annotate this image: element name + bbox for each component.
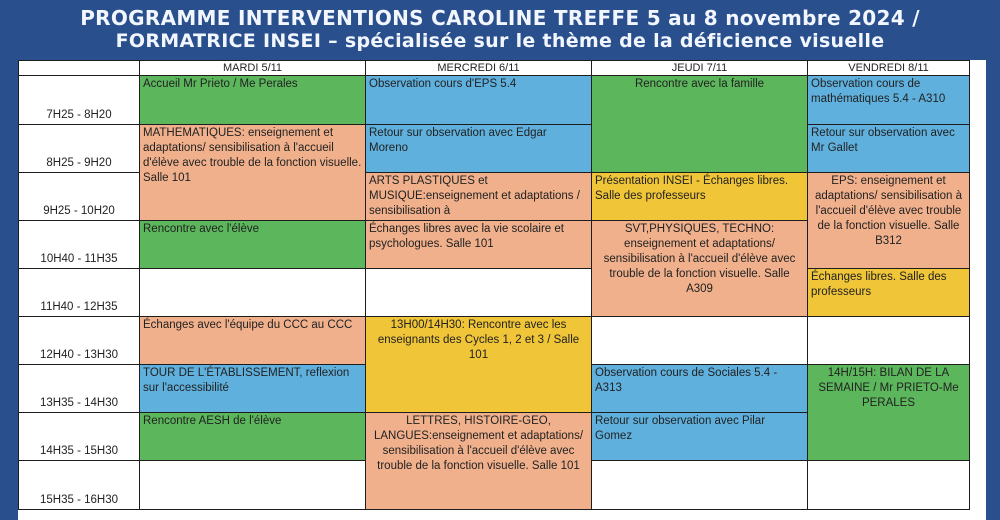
- vendredi-empty-slot: [807, 460, 970, 510]
- day-header-mercredi: MERCREDI 6/11: [365, 60, 592, 76]
- jeudi-presentation-insei: Présentation INSEI - Échanges libres. Salle des professeurs: [591, 172, 808, 221]
- time-slot: [18, 460, 140, 510]
- time-label: 7H25 - 8H20: [46, 109, 112, 121]
- mardi-rencontre-aesh: Rencontre AESH de l'élève: [139, 412, 366, 461]
- jeudi-rencontre-famille: Rencontre avec la famille: [591, 75, 808, 173]
- time-label: 9H25 - 10H20: [43, 205, 115, 217]
- mercredi-empty-slot: [365, 268, 592, 317]
- mardi-mathematiques: MATHEMATIQUES: enseignement et adaptations/ sensibilisation à l'accueil d'élève avec trouble de la fonction visuelle. Salle 101: [139, 124, 366, 221]
- time-label: 12H40 - 13H30: [40, 349, 118, 361]
- mardi-accueil: Accueil Mr Prieto / Me Perales: [139, 75, 366, 125]
- time-label: 10H40 - 11H35: [40, 253, 118, 265]
- mercredi-observation-eps: Observation cours d'EPS 5.4: [365, 75, 592, 125]
- day-header-jeudi: JEUDI 7/11: [591, 60, 808, 76]
- mardi-echanges-ccc: Échanges avec l'équipe du CCC au CCC: [139, 316, 366, 365]
- time-slot: [18, 364, 140, 413]
- time-label: 13H35 - 14H30: [40, 397, 118, 409]
- time-label: 14H35 - 15H30: [40, 445, 118, 457]
- mardi-empty-slot: [139, 268, 366, 317]
- time-label: 11H40 - 12H35: [40, 301, 118, 313]
- time-slot: [18, 316, 140, 365]
- mercredi-rencontre-enseignants: 13H00/14H30: Rencontre avec les enseignants des Cycles 1, 2 et 3 / Salle 101: [365, 316, 592, 413]
- vendredi-bilan-semaine: 14H/15H: BILAN DE LA SEMAINE / Mr PRIETO-Me PERALES: [807, 364, 970, 461]
- time-slot: [18, 75, 140, 125]
- schedule-table: [18, 60, 986, 520]
- mercredi-lettres-histoire-geo: LETTRES, HISTOIRE-GEO, LANGUES:enseignement et adaptations/ sensibilisation à l'accueil d'élève avec trouble de la fonction visuelle. Salle 101: [365, 412, 592, 510]
- time-slot: [18, 220, 140, 269]
- vendredi-eps: EPS: enseignement et adaptations/ sensibilisation à l'accueil d'élève avec trouble de la fonction visuelle. Salle B312: [807, 172, 970, 269]
- mercredi-echanges-vie-scolaire: Échanges libres avec la vie scolaire et psychologues. Salle 101: [365, 220, 592, 269]
- vendredi-empty-slot: [807, 316, 970, 365]
- day-header-vendredi: VENDREDI 8/11: [807, 60, 970, 76]
- corner-cell: [18, 60, 140, 76]
- jeudi-retour-observation: Retour sur observation avec Pilar Gomez: [591, 412, 808, 461]
- jeudi-empty-slot: [591, 460, 808, 510]
- mercredi-arts-plastiques: ARTS PLASTIQUES et MUSIQUE:enseignement et adaptations / sensibilisation à: [365, 172, 592, 221]
- time-label: 8H25 - 9H20: [46, 157, 112, 169]
- time-slot: [18, 268, 140, 317]
- mardi-empty-slot: [139, 460, 366, 510]
- day-header-mardi: MARDI 5/11: [139, 60, 366, 76]
- time-label: 15H35 - 16H30: [40, 494, 118, 506]
- time-slot: [18, 124, 140, 173]
- page-title-line-1: PROGRAMME INTERVENTIONS CAROLINE TREFFE 5 au 8 novembre 2024 /: [80, 6, 920, 30]
- vendredi-observation-maths: Observation cours de mathématiques 5.4 - A310: [807, 75, 970, 125]
- jeudi-svt-physiques-techno: SVT,PHYSIQUES, TECHNO: enseignement et adaptations/ sensibilisation à l'accueil d'élève avec trouble de la fonction visuelle. Salle A309: [591, 220, 808, 317]
- time-slot: [18, 412, 140, 461]
- mardi-tour-etablissement: TOUR DE L'ÉTABLISSEMENT, reflexion sur l'accessibilité: [139, 364, 366, 413]
- page-title-line-2: FORMATRICE INSEI – spécialisée sur le thème de la déficience visuelle: [115, 30, 885, 52]
- vendredi-retour-observation: Retour sur observation avec Mr Gallet: [807, 124, 970, 173]
- jeudi-observation-sociales: Observation cours de Sociales 5.4 - A313: [591, 364, 808, 413]
- jeudi-empty-slot: [591, 316, 808, 365]
- time-slot: [18, 172, 140, 221]
- mardi-rencontre-eleve: Rencontre avec l'élève: [139, 220, 366, 269]
- vendredi-echanges-libres: Échanges libres. Salle des professeurs: [807, 268, 970, 317]
- mercredi-retour-observation: Retour sur observation avec Edgar Moreno: [365, 124, 592, 173]
